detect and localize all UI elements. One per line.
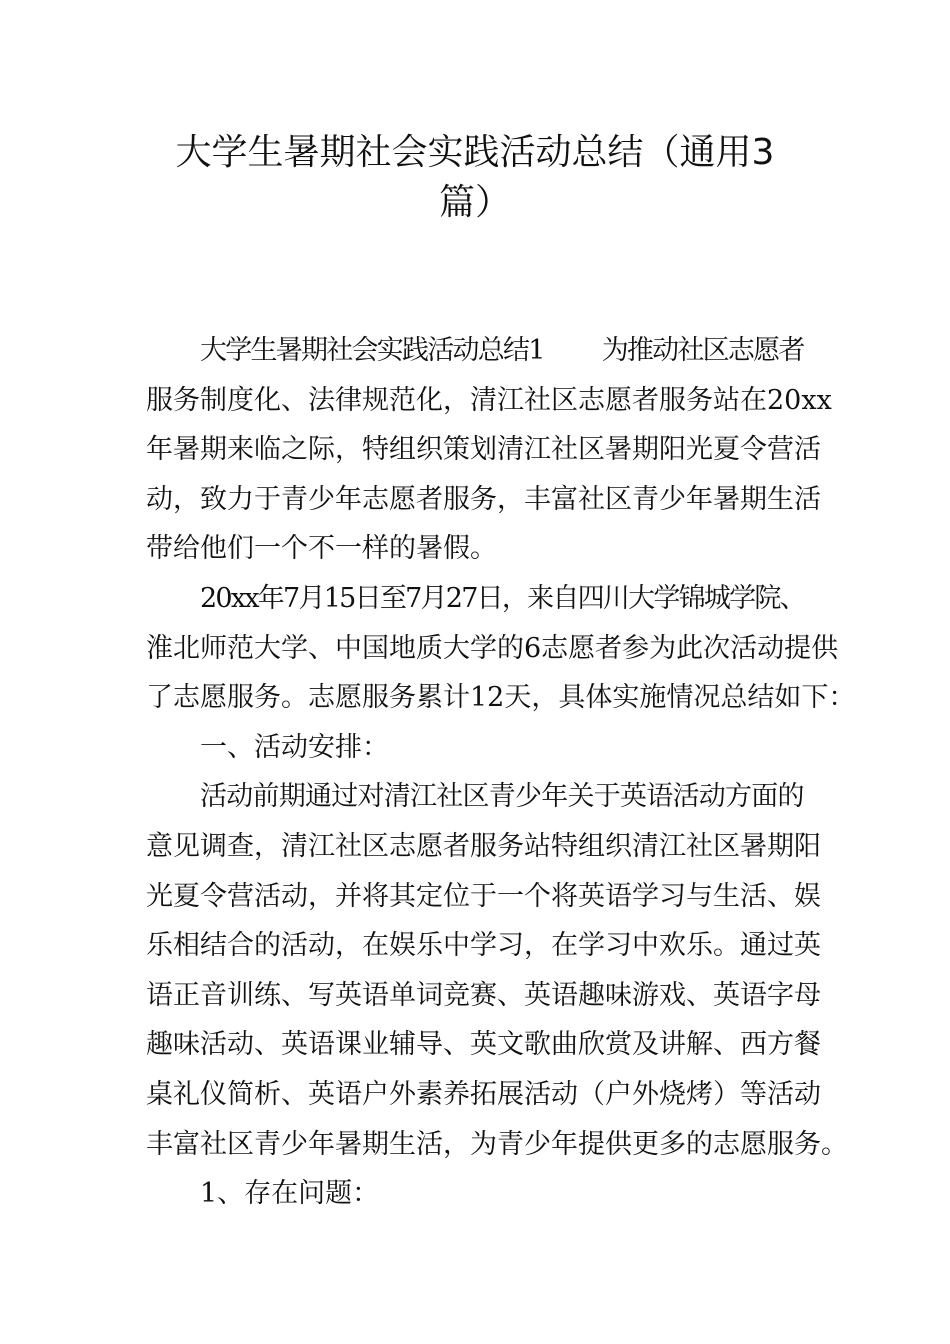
paragraph-4-line-5: 语正音训练、写英语单词竞赛、英语趣味游戏、英语字母 bbox=[146, 979, 821, 1011]
paragraph-2-line-1: 20xx年7月15日至7月27日，来自四川大学锦城学院、 bbox=[200, 582, 805, 614]
section-heading-problems: 1、存在问题： bbox=[200, 1178, 380, 1210]
paragraph-1-line-4: 动，致力于青少年志愿者服务，丰富社区青少年暑期生活 bbox=[146, 483, 821, 515]
paragraph-4-line-4: 乐相结合的活动，在娱乐中学习，在学习中欢乐。通过英 bbox=[146, 930, 821, 962]
paragraph-1-line-1 bbox=[146, 326, 806, 376]
document-body bbox=[146, 326, 856, 1219]
paragraph-4 bbox=[146, 772, 848, 1169]
paragraph-1 bbox=[146, 326, 832, 574]
paragraph-1-line-3: 年暑期来临之际，特组织策划清江社区暑期阳光夏令营活 bbox=[146, 434, 821, 466]
paragraph-4-line-1: 活动前期通过对清江社区青少年关于英语活动方面的 bbox=[200, 781, 804, 813]
paragraph-4-line-2: 意见调查，清江社区志愿者服务站特组织清江社区暑期阳 bbox=[146, 830, 821, 862]
paragraph-2-line-3: 了志愿服务。志愿服务累计12天，具体实施情况总结如下： bbox=[146, 682, 856, 714]
paragraph-1-line-2: 服务制度化、法律规范化，清江社区志愿者服务站在20xx bbox=[146, 384, 832, 416]
paragraph-4-line-3: 光夏令营活动，并将其定位于一个将英语学习与生活、娱 bbox=[146, 880, 821, 912]
paragraph-4-line-6: 趣味活动、英语课业辅导、英文歌曲欣赏及讲解、西方餐 bbox=[146, 1029, 821, 1061]
document-title bbox=[150, 128, 800, 228]
paragraph-3 bbox=[146, 723, 806, 773]
paragraph-2 bbox=[146, 574, 856, 723]
paragraph-4-line-7: 桌礼仪简析、英语户外素养拓展活动（户外烧烤）等活动 bbox=[146, 1078, 821, 1110]
title-line-1: 大学生暑期社会实践活动总结（通用3 bbox=[175, 132, 775, 173]
section-heading-1: 大学生暑期社会实践活动总结1 bbox=[200, 335, 544, 366]
paragraph-5 bbox=[146, 1169, 806, 1219]
title-line-2: 篇） bbox=[438, 182, 511, 223]
section-heading-activity: 一、活动安排： bbox=[200, 731, 389, 763]
paragraph-4-line-8: 丰富社区青少年暑期生活，为青少年提供更多的志愿服务。 bbox=[146, 1128, 848, 1160]
paragraph-1-line-5: 带给他们一个不一样的暑假。 bbox=[146, 533, 497, 565]
paragraph-1-intro: 为推动社区志愿者 bbox=[601, 335, 804, 366]
paragraph-2-line-2: 淮北师范大学、中国地质大学的6志愿者参为此次活动提供 bbox=[146, 632, 839, 664]
